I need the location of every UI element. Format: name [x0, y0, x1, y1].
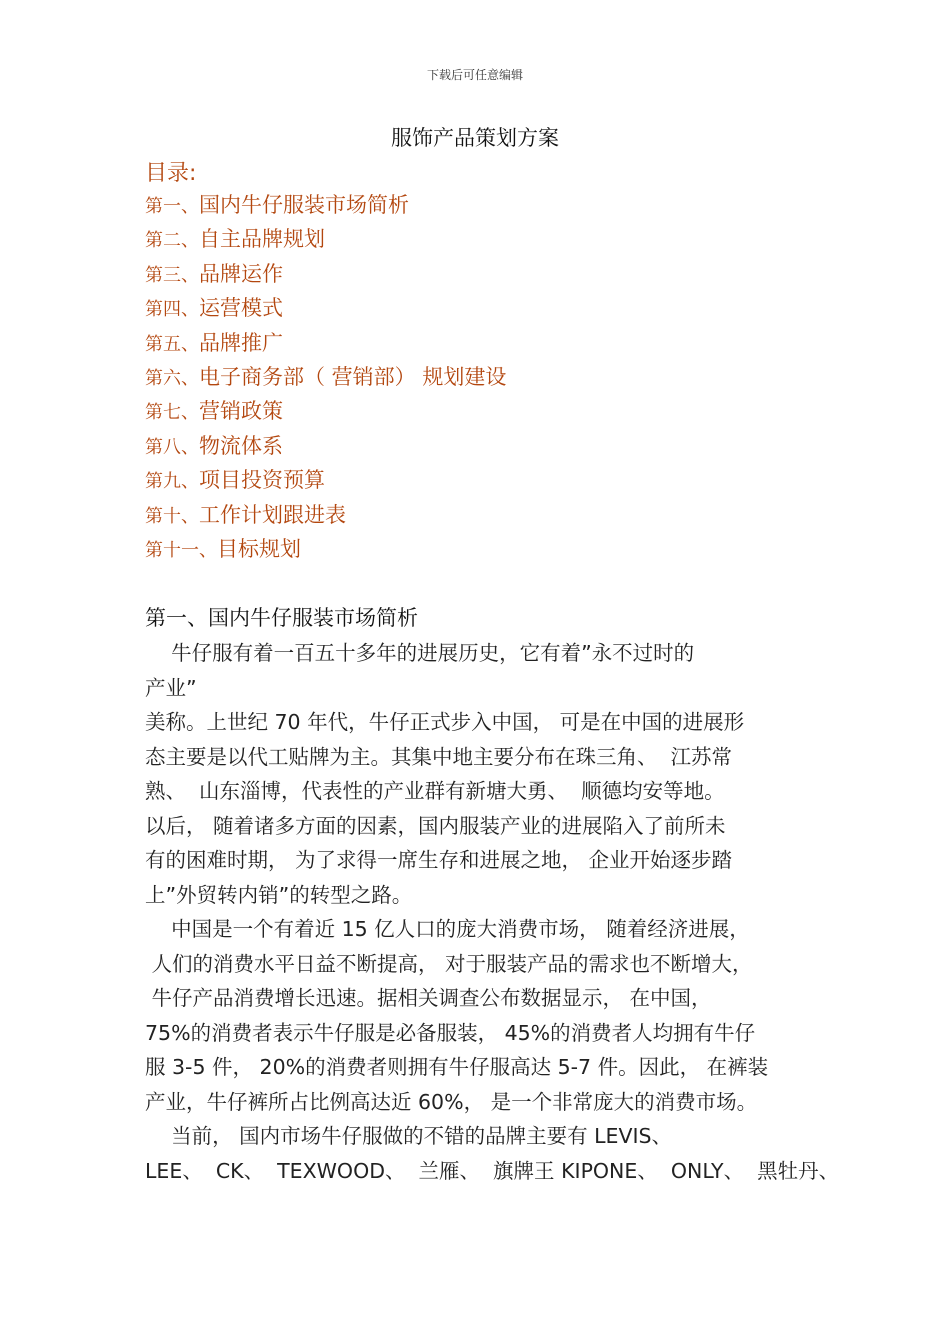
toc-item[interactable]: [145, 188, 506, 222]
toc-item[interactable]: [145, 291, 506, 325]
toc-item-number: 第七、: [145, 402, 199, 424]
toc-item[interactable]: [145, 394, 506, 428]
table-of-contents: [145, 188, 506, 566]
paragraph-line: 中国是一个有着近 15 亿人口的庞大消费市场， 随着经济进展，: [145, 917, 750, 941]
paragraph-line: 态主要是以代工贴牌为主。其集中地主要分布在珠三角、 江苏常: [145, 745, 733, 769]
paragraph-line: 熟、 山东淄博，代表性的产业群有新塘大勇、 顺德均安等地。: [145, 779, 725, 803]
toc-item-label: 品牌运作: [199, 261, 283, 286]
toc-item[interactable]: [145, 222, 506, 256]
toc-item-label: 物流体系: [199, 433, 283, 458]
toc-item-number: 第九、: [145, 471, 199, 493]
paragraph-line: 上”外贸转内销”的转型之路。: [145, 883, 413, 907]
toc-item-number: 第五、: [145, 333, 199, 355]
toc-item-label: 工作计划跟进表: [199, 502, 346, 527]
toc-item[interactable]: [145, 360, 506, 394]
toc-item-number: 第十、: [145, 505, 199, 527]
toc-item-label: 电子商务部（ 营销部） 规划建设: [199, 364, 507, 389]
paragraph-line: 产业，牛仔裤所占比例高达近 60%， 是一个非常庞大的消费市场。: [145, 1090, 758, 1114]
toc-item-number: 第八、: [145, 436, 199, 458]
paragraph-line: 当前， 国内市场牛仔服做的不错的品牌主要有 LEVIS、: [145, 1124, 673, 1148]
paragraph-line: 有的困难时期， 为了求得一席生存和进展之地， 企业开始逐步踏: [145, 848, 733, 872]
toc-heading: 目录:: [145, 161, 197, 186]
header-note: 下载后可任意编辑: [426, 68, 523, 82]
document-title: 服饰产品策划方案: [391, 126, 559, 150]
paragraph-line: LEE、 CK、 TEXWOOD、 兰雁、 旗牌王 KIPONE、 ONLY、 黑牡丹、: [145, 1159, 840, 1183]
toc-item[interactable]: [145, 532, 506, 566]
toc-item-number: 第四、: [145, 299, 199, 321]
toc-item-number: 第十一、: [145, 539, 217, 561]
toc-item-number: 第三、: [145, 264, 199, 286]
toc-item[interactable]: [145, 463, 506, 497]
toc-item-number: 第一、: [145, 196, 199, 217]
toc-item-label: 营销政策: [199, 399, 283, 424]
toc-item-label: 目标规划: [217, 536, 301, 561]
toc-item-label: 品牌推广: [199, 330, 283, 355]
toc-item-label: 运营模式: [199, 296, 283, 321]
paragraph-line: 牛仔产品消费增长迅速。据相关调查公布数据显示， 在中国，: [145, 986, 712, 1010]
paragraph-line: 服 3-5 件， 20%的消费者则拥有牛仔服高达 5-7 件。因此， 在裤装: [145, 1055, 769, 1079]
toc-item-number: 第二、: [145, 230, 199, 252]
toc-item-label: 项目投资预算: [199, 468, 325, 493]
toc-item[interactable]: [145, 257, 506, 291]
toc-item-label: 国内牛仔服装市场简析: [199, 193, 409, 217]
paragraph-line: 以后， 随着诸多方面的因素，国内服装产业的进展陷入了前所未: [145, 814, 726, 838]
toc-item-number: 第六、: [145, 367, 199, 389]
toc-item[interactable]: [145, 326, 506, 360]
toc-item[interactable]: [145, 429, 506, 463]
paragraph-line: 75%的消费者表示牛仔服是必备服装， 45%的消费者人均拥有牛仔: [145, 1021, 756, 1045]
paragraph-line: 产业”: [145, 676, 197, 700]
paragraph-line: 美称。上世纪 70 年代，牛仔正式步入中国， 可是在中国的进展形: [145, 710, 745, 734]
toc-item[interactable]: [145, 498, 506, 532]
paragraph-line: 牛仔服有着一百五十多年的进展历史，它有着”永不过时的: [145, 641, 695, 665]
toc-item-label: 自主品牌规划: [199, 227, 325, 252]
paragraph-line: 人们的消费水平日益不断提高， 对于服装产品的需求也不断增大，: [145, 952, 753, 976]
section-heading: 第一、国内牛仔服装市场简析: [145, 606, 418, 630]
